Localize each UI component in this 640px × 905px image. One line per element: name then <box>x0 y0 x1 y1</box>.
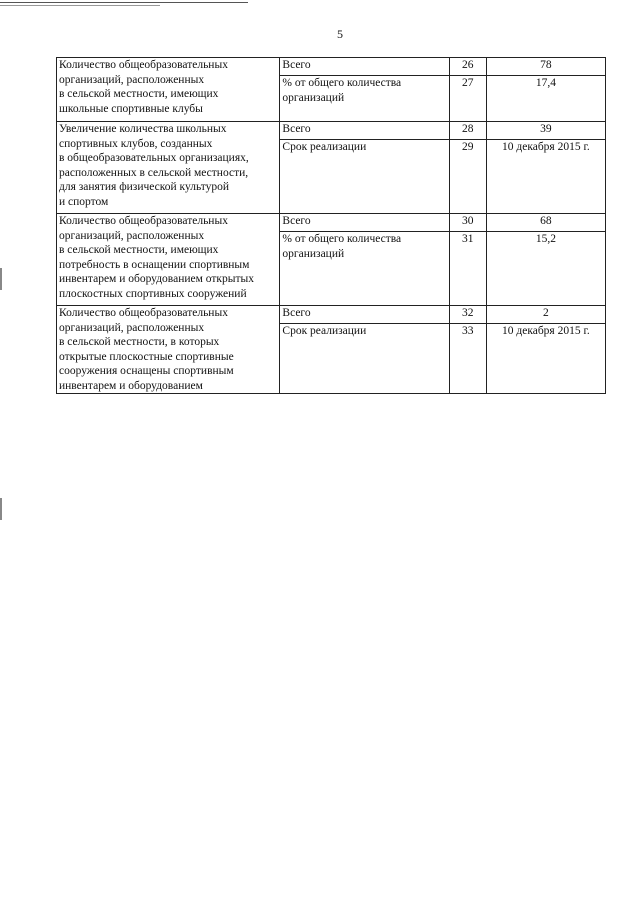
value-cell: 39 <box>486 122 605 140</box>
indicator-line: Всего <box>282 307 311 319</box>
scan-artifact-mark <box>0 268 2 290</box>
indicator-line: Всего <box>282 215 311 227</box>
indicator-line: организаций <box>282 91 345 104</box>
scan-artifact-mark <box>0 498 2 520</box>
scan-artifact-line <box>0 5 160 6</box>
value-cell: 2 <box>486 306 605 324</box>
row-code-cell: 28 <box>449 122 486 140</box>
indicator-cell <box>280 324 449 394</box>
value-cell: 68 <box>486 214 605 232</box>
indicator-cell <box>280 122 449 140</box>
indicator-line: организаций <box>282 247 345 260</box>
group-name-line: расположенных в сельской местности, <box>59 166 249 179</box>
group-name-line: организаций, расположенных <box>59 321 205 334</box>
table-row <box>57 122 606 140</box>
group-name-line: организаций, расположенных <box>59 229 205 242</box>
indicator-cell <box>280 58 449 76</box>
indicator-cell <box>280 140 449 214</box>
row-code-cell: 29 <box>449 140 486 214</box>
value-cell: 78 <box>486 58 605 76</box>
row-code-cell: 33 <box>449 324 486 394</box>
row-code-cell: 27 <box>449 76 486 122</box>
indicator-group-name <box>57 58 280 122</box>
group-name-line: в общеобразовательных организациях, <box>59 152 249 164</box>
group-name-line: открытые плоскостные спортивные <box>59 350 234 363</box>
group-name-line: Количество общеобразовательных <box>59 59 228 71</box>
indicator-line: % от общего количества <box>282 233 402 245</box>
value-cell: 10 декабря 2015 г. <box>486 324 605 394</box>
indicator-cell <box>280 76 449 122</box>
group-name-line: и спортом <box>59 195 109 208</box>
group-name-line: спортивных клубов, созданных <box>59 137 213 150</box>
group-name-line: в сельской местности, имеющих <box>59 88 219 100</box>
indicator-line: Всего <box>282 59 311 71</box>
indicator-cell <box>280 214 449 232</box>
table-row <box>57 58 606 76</box>
indicator-group-name <box>57 214 280 306</box>
group-name-line: Увеличение количества школьных <box>59 123 227 135</box>
scan-artifact-line <box>0 2 248 3</box>
group-name-line: в сельской местности, в которых <box>59 336 220 348</box>
row-code-cell: 32 <box>449 306 486 324</box>
group-name-line: плоскостных спортивных сооружений <box>59 287 247 300</box>
group-name-line: школьные спортивные клубы <box>59 102 203 115</box>
indicator-cell <box>280 306 449 324</box>
indicator-line: Срок реализации <box>282 141 367 153</box>
group-name-line: в сельской местности, имеющих <box>59 244 219 256</box>
indicator-group-name <box>57 122 280 214</box>
group-name-line: для занятия физической культурой <box>59 181 230 193</box>
group-name-line: инвентарем и оборудованием <box>59 379 203 392</box>
indicator-group-name <box>57 306 280 394</box>
group-name-line: инвентарем и оборудованием открытых <box>59 273 254 285</box>
group-name-line: Количество общеобразовательных <box>59 307 228 319</box>
table-row <box>57 214 606 232</box>
row-code-cell: 26 <box>449 58 486 76</box>
group-name-line: потребность в оснащении спортивным <box>59 258 250 271</box>
group-name-line: сооружения оснащены спортивным <box>59 365 234 377</box>
indicators-table <box>56 57 606 394</box>
indicator-line: Срок реализации <box>282 325 367 338</box>
value-cell: 15,2 <box>486 232 605 306</box>
row-code-cell: 30 <box>449 214 486 232</box>
indicator-cell <box>280 232 449 306</box>
indicator-line: % от общего количества <box>282 77 402 89</box>
value-cell: 10 декабря 2015 г. <box>486 140 605 214</box>
table-row <box>57 306 606 324</box>
group-name-line: Количество общеобразовательных <box>59 215 228 227</box>
page-number: 5 <box>337 27 343 41</box>
group-name-line: организаций, расположенных <box>59 73 205 86</box>
indicator-line: Всего <box>282 123 311 135</box>
value-cell: 17,4 <box>486 76 605 122</box>
row-code-cell: 31 <box>449 232 486 306</box>
